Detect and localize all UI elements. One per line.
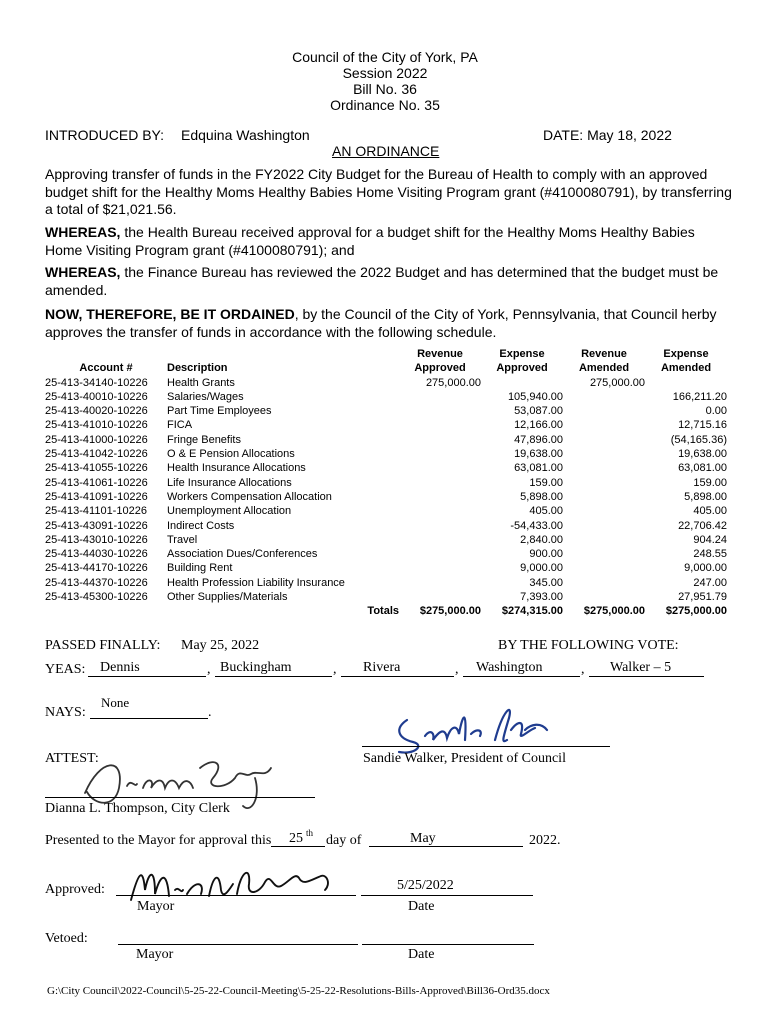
passed-finally-label: PASSED FINALLY: <box>45 638 161 653</box>
nays-label: NAYS: <box>45 705 86 720</box>
table-row <box>45 461 727 475</box>
presented-month-line <box>369 846 523 847</box>
rev-amended-cell <box>563 476 645 490</box>
rev-approved-cell <box>399 519 481 533</box>
yeas-label: YEAS: <box>45 662 86 677</box>
session-heading: Session 2022 <box>342 65 428 81</box>
exp-amended-cell: 904.24 <box>693 533 727 546</box>
yea-line-1 <box>88 676 206 677</box>
presented-mid: day of <box>326 833 362 848</box>
rev-approved-cell: 275,000.00 <box>425 376 481 389</box>
description-header: Description <box>167 362 228 375</box>
account-cell: 25-413-41042-10226 <box>45 448 148 461</box>
clerk-sign-line <box>45 797 315 798</box>
description-cell: Health Grants <box>167 376 235 389</box>
exp-approved-header-1: Expense <box>499 348 545 360</box>
exp-approved-cell: 5,898.00 <box>520 490 563 503</box>
exp-approved-cell: 2,840.00 <box>520 533 563 546</box>
yea-separator-3: , <box>455 662 459 677</box>
exp-amended-header-1: Expense <box>663 348 709 360</box>
table-row <box>45 561 727 575</box>
ordinance-number: Ordinance No. 35 <box>330 97 440 113</box>
totals-row <box>45 604 727 618</box>
rev-approved-cell <box>399 533 481 547</box>
account-header: Account # <box>79 362 133 375</box>
account-cell: 25-413-44370-10226 <box>45 576 148 589</box>
rev-approved-cell <box>399 590 481 604</box>
total-exp-approved: $274,315.00 <box>501 605 563 618</box>
council-heading: Council of the City of York, PA <box>292 49 478 65</box>
total-rev-amended: $275,000.00 <box>583 605 645 618</box>
exp-amended-cell: 159.00 <box>693 476 727 489</box>
rev-amended-cell <box>563 461 645 475</box>
veto-date-caption: Date <box>408 947 435 962</box>
nays-value: None <box>101 695 130 710</box>
account-cell: 25-413-41010-10226 <box>45 419 148 432</box>
account-cell: 25-413-40020-10226 <box>45 405 148 418</box>
description-cell: Workers Compensation Allocation <box>167 490 332 503</box>
table-row <box>45 547 727 561</box>
file-path-footer: G:\City Council\2022-Council\5-25-22-Council-Meeting\5-25-22-Resolutions-Bills-Approved\Bill36-Ord35.docx <box>47 985 550 997</box>
description-cell: Fringe Benefits <box>167 433 241 446</box>
account-cell: 25-413-41000-10226 <box>45 433 148 446</box>
ordained-text: , by the Council of the City of York, Pennsylvania, that Council herby approves the transfer of funds in accordance with the following schedule. <box>45 306 717 340</box>
exp-approved-cell: 47,896.00 <box>514 433 563 446</box>
rev-amended-cell <box>563 390 645 404</box>
whereas-paragraph-1 <box>45 224 735 259</box>
rev-amended-cell <box>563 490 645 504</box>
ordained-paragraph <box>45 306 735 341</box>
rev-approved-cell <box>399 504 481 518</box>
veto-mayor-caption: Mayor <box>136 947 174 962</box>
table-row <box>45 376 727 390</box>
account-cell: 25-413-44030-10226 <box>45 548 148 561</box>
table-row <box>45 404 727 418</box>
rev-approved-cell <box>399 390 481 404</box>
introduced-date: DATE: May 18, 2022 <box>543 127 672 143</box>
exp-amended-cell: 9,000.00 <box>684 562 727 575</box>
approve-date-line <box>361 895 533 896</box>
yea-rivera: Rivera <box>363 660 401 675</box>
exp-amended-cell <box>645 376 727 390</box>
account-cell: 25-413-41101-10226 <box>45 505 147 518</box>
rev-approved-cell <box>399 547 481 561</box>
exp-amended-cell: 166,211.20 <box>672 390 727 403</box>
exp-amended-cell: 248.55 <box>693 548 727 561</box>
description-cell: Association Dues/Conferences <box>167 548 318 561</box>
yea-walker: Walker – 5 <box>610 660 672 675</box>
yea-separator-4: , <box>581 662 585 677</box>
whereas-text-1: the Health Bureau received approval for a budget shift for the Healthy Moms Healthy Babies Home Visiting Program grant (#4100080791); and <box>45 224 695 258</box>
rev-approved-header-1: Revenue <box>417 348 463 360</box>
exp-approved-cell: 19,638.00 <box>514 448 563 461</box>
rev-amended-cell <box>563 404 645 418</box>
approved-label: Approved: <box>45 882 105 897</box>
yea-line-3 <box>341 676 454 677</box>
account-cell: 25-413-40010-10226 <box>45 390 148 403</box>
yea-line-5 <box>589 676 704 677</box>
purpose-paragraph: Approving transfer of funds in the FY2022 City Budget for the Bureau of Health to comply with an approved budget shift for the Healthy Moms Healthy Babies Home Visiting Program grant (#4100080791), by transferring a total of $21,021.56. <box>45 166 732 217</box>
introduced-by-name: Edquina Washington <box>181 127 310 143</box>
yea-separator-1: , <box>207 662 211 677</box>
description-cell: Health Insurance Allocations <box>167 462 306 475</box>
clerk-name: Dianna L. Thompson, City Clerk <box>45 801 230 816</box>
exp-approved-cell: 900.00 <box>529 548 563 561</box>
attest-label: ATTEST: <box>45 751 99 766</box>
table-row <box>45 490 727 504</box>
exp-approved-cell: 9,000.00 <box>520 562 563 575</box>
yea-line-2 <box>215 676 332 677</box>
exp-approved-cell: 7,393.00 <box>520 591 563 604</box>
mayor-veto-line <box>118 944 358 945</box>
approved-date: 5/25/2022 <box>397 878 454 893</box>
presented-month: May <box>410 831 436 846</box>
rev-amended-cell <box>563 533 645 547</box>
table-row <box>45 447 727 461</box>
presented-year: 2022. <box>529 833 561 848</box>
exp-amended-cell: 405.00 <box>693 505 727 518</box>
table-row <box>45 504 727 518</box>
exp-approved-cell: 159.00 <box>529 476 563 489</box>
introduced-by-label: INTRODUCED BY: <box>45 127 165 143</box>
rev-amended-cell <box>563 433 645 447</box>
passed-finally-date: May 25, 2022 <box>181 638 260 653</box>
veto-date-line <box>362 944 534 945</box>
exp-approved-cell: 12,166.00 <box>514 419 563 432</box>
description-cell: Unemployment Allocation <box>167 505 292 518</box>
president-name: Sandie Walker, President of Council <box>363 751 566 766</box>
exp-amended-header-2: Amended <box>660 362 712 375</box>
table-row <box>45 476 727 490</box>
whereas-paragraph-2 <box>45 264 735 299</box>
rev-amended-cell <box>563 447 645 461</box>
description-cell: Indirect Costs <box>167 519 235 532</box>
account-cell: 25-413-43091-10226 <box>45 519 148 532</box>
rev-amended-cell <box>563 519 645 533</box>
rev-amended-cell <box>563 576 645 590</box>
exp-approved-cell: 63,081.00 <box>514 462 563 475</box>
rev-amended-cell <box>563 561 645 575</box>
rev-approved-cell <box>399 447 481 461</box>
presented-prefix: Presented to the Mayor for approval this <box>45 833 272 848</box>
description-cell: O & E Pension Allocations <box>167 448 295 461</box>
description-cell: FICA <box>167 419 193 432</box>
exp-amended-cell: 12,715.16 <box>678 419 727 432</box>
ordinance-title: AN ORDINANCE <box>332 143 440 159</box>
yea-line-4 <box>463 676 580 677</box>
rev-approved-cell <box>399 476 481 490</box>
whereas-lead-2: WHEREAS, <box>45 264 121 280</box>
whereas-text-2: the Finance Bureau has reviewed the 2022 Budget and has determined that the budget must be amended. <box>45 264 719 298</box>
approve-date-caption: Date <box>408 899 435 914</box>
exp-approved-cell <box>481 376 563 390</box>
yea-washington: Washington <box>476 660 543 675</box>
account-cell: 25-413-41091-10226 <box>45 490 148 503</box>
bill-number: Bill No. 36 <box>353 81 417 97</box>
exp-approved-header-2: Approved <box>496 362 548 375</box>
rev-approved-cell <box>399 418 481 432</box>
exp-amended-cell: 0.00 <box>705 405 727 418</box>
rev-approved-cell <box>399 461 481 475</box>
rev-amended-header-2: Amended <box>578 362 630 375</box>
yea-buckingham: Buckingham <box>220 660 292 675</box>
exp-amended-cell: 5,898.00 <box>684 490 727 503</box>
vetoed-label: Vetoed: <box>45 931 88 946</box>
description-cell: Other Supplies/Materials <box>167 591 288 604</box>
rev-amended-cell: 275,000.00 <box>589 376 645 389</box>
exp-approved-cell: 53,087.00 <box>514 405 563 418</box>
exp-approved-cell: 405.00 <box>529 505 563 518</box>
account-cell: 25-413-45300-10226 <box>45 591 148 604</box>
exp-amended-cell: 27,951.79 <box>678 591 727 604</box>
budget-schedule-table <box>45 347 727 619</box>
description-cell: Building Rent <box>167 562 233 575</box>
table-row <box>45 433 727 447</box>
description-cell: Salaries/Wages <box>167 390 244 403</box>
description-cell: Travel <box>167 533 198 546</box>
presented-day-suffix: th <box>306 828 314 838</box>
rev-approved-cell <box>399 404 481 418</box>
total-exp-amended: $275,000.00 <box>665 605 727 618</box>
exp-amended-cell: 247.00 <box>693 576 727 589</box>
exp-amended-cell: 63,081.00 <box>678 462 727 475</box>
rev-approved-cell <box>399 561 481 575</box>
description-cell: Part Time Employees <box>167 405 272 418</box>
vote-label: BY THE FOLLOWING VOTE: <box>498 638 679 653</box>
table-row <box>45 576 727 590</box>
exp-approved-cell: 105,940.00 <box>507 390 563 403</box>
account-cell: 25-413-41061-10226 <box>45 476 148 489</box>
exp-approved-cell: -54,433.00 <box>510 519 563 532</box>
table-row <box>45 519 727 533</box>
totals-label: Totals <box>367 605 399 618</box>
rev-amended-cell <box>563 418 645 432</box>
account-cell: 25-413-41055-10226 <box>45 462 148 475</box>
exp-approved-cell: 345.00 <box>529 576 563 589</box>
total-rev-approved: $275,000.00 <box>419 605 481 618</box>
rev-amended-header-1: Revenue <box>581 348 627 360</box>
approve-mayor-caption: Mayor <box>137 899 175 914</box>
whereas-lead-1: WHEREAS, <box>45 224 121 240</box>
presented-day: 25 <box>289 831 303 846</box>
president-sign-line <box>362 746 610 747</box>
mayor-approve-line <box>116 895 356 896</box>
exp-amended-cell: 19,638.00 <box>678 448 727 461</box>
nays-line <box>90 718 208 719</box>
nays-period: . <box>208 705 212 720</box>
table-row <box>45 533 727 547</box>
rev-amended-cell <box>563 547 645 561</box>
table-row <box>45 590 727 604</box>
rev-approved-cell <box>399 490 481 504</box>
ordained-lead: NOW, THEREFORE, BE IT ORDAINED <box>45 306 295 322</box>
table-header-row-2 <box>45 361 727 375</box>
table-row <box>45 390 727 404</box>
yea-separator-2: , <box>333 662 337 677</box>
rev-approved-cell <box>399 433 481 447</box>
exp-amended-cell: (54,165.36) <box>670 433 727 446</box>
rev-approved-header-2: Approved <box>414 362 466 375</box>
exp-amended-cell: 22,706.42 <box>678 519 727 532</box>
table-header-row-1 <box>45 347 727 361</box>
account-cell: 25-413-34140-10226 <box>45 376 148 389</box>
rev-approved-cell <box>399 576 481 590</box>
account-cell: 25-413-43010-10226 <box>45 533 148 546</box>
table-row <box>45 418 727 432</box>
rev-amended-cell <box>563 590 645 604</box>
account-cell: 25-413-44170-10226 <box>45 562 148 575</box>
description-cell: Health Profession Liability Insurance <box>167 576 345 589</box>
description-cell: Life Insurance Allocations <box>167 476 292 489</box>
rev-amended-cell <box>563 504 645 518</box>
yea-dennis: Dennis <box>100 660 140 675</box>
